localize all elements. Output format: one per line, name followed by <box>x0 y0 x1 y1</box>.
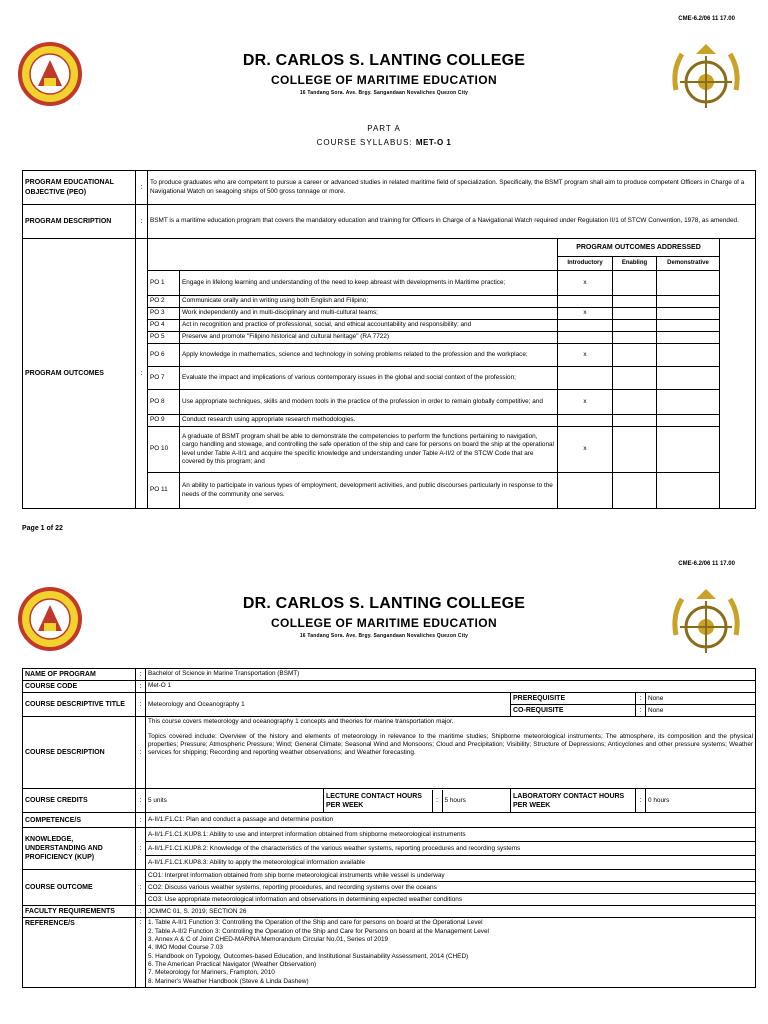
outcome-text: Evaluate the impact and implications of various contemporary issues in the global and social context of the profession; <box>180 367 558 390</box>
blank-cell <box>720 239 756 509</box>
outcome-text: Use appropriate techniques, skills and modern tools in the practice of the profession in order to remain globally competitive; and <box>180 390 558 415</box>
outcome-demonstrative-mark <box>657 271 720 296</box>
program-label: NAME OF PROGRAM <box>23 669 136 681</box>
outcome-demonstrative-mark <box>657 415 720 427</box>
outcome-enabling-mark <box>613 296 657 308</box>
col-introductory: Introductory <box>558 257 613 271</box>
outcome-demonstrative-mark <box>657 367 720 390</box>
outcome-demonstrative-mark <box>657 332 720 344</box>
lecture-hours-subtable <box>324 790 510 812</box>
prerequisite-value: None <box>646 693 756 705</box>
outcome-introductory-mark: x <box>558 427 613 473</box>
outcome-demonstrative-mark <box>657 344 720 367</box>
program-description-label: PROGRAM DESCRIPTION <box>23 205 136 239</box>
kup-label: KNOWLEDGE, UNDERSTANDING AND PROFICIENCY (KUP) <box>23 828 136 870</box>
outcome-text: Work independently and in multi-disciplinary and multi-cultural teams; <box>180 308 558 320</box>
kup-item: A-II/1.F1.C1.KUP8.1: Ability to use and interpret information obtained from shipborne meteorological instruments <box>146 828 756 842</box>
outcome-demonstrative-mark <box>657 296 720 308</box>
outcome-enabling-mark <box>613 390 657 415</box>
title-row <box>23 693 756 705</box>
course-outcome-item: CO3: Use appropriate meteorological information and observations in determining expected weather conditions <box>146 894 756 906</box>
colon: : <box>136 870 146 906</box>
lab-hours-label: LABORATORY CONTACT HOURS PER WEEK <box>511 789 636 813</box>
outcome-text: Preserve and promote "Filipino historical and cultural heritage" (RA 7722) <box>180 332 558 344</box>
reference-item: 1. Table A-II/1 Function 3: Controlling the Operation of the Ship and care for persons on board at the Operational Level <box>148 919 483 927</box>
col-demonstrative: Demonstrative <box>657 257 720 271</box>
col-enabling: Enabling <box>613 257 657 271</box>
colon: : <box>636 789 646 813</box>
outcome-code: PO 4 <box>148 320 180 332</box>
colon: : <box>136 918 146 988</box>
faculty-value: JCMMC 01, S. 2019; SECTION 26 <box>146 906 756 918</box>
program-description-row <box>23 205 756 239</box>
blank-cell <box>148 239 558 271</box>
outcome-code: PO 2 <box>148 296 180 308</box>
outcome-code: PO 11 <box>148 473 180 509</box>
outcome-enabling-mark <box>613 473 657 509</box>
colon: : <box>136 717 146 789</box>
faculty-label: FACULTY REQUIREMENTS <box>23 906 136 918</box>
competence-label: COMPETENCE/S <box>23 813 136 828</box>
kup-item: A-II/1.F1.C1.KUP8.2: Knowledge of the characteristics of the various weather systems, reporting procedures and recording systems <box>146 842 756 856</box>
college-address: 16 Tandang Sora. Ave. Brgy. Sangandaan Novaliches Quezon City <box>299 633 469 639</box>
references-label: REFERENCE/S <box>23 918 136 988</box>
lecture-hours-cell <box>324 789 511 813</box>
reference-item: 4. IMO Model Course 7.03 <box>148 944 223 952</box>
course-outcome-item: CO2: Discuss various weather systems, reporting procedures, and recording systems over the oceans <box>146 882 756 894</box>
course-title-value: Meteorology and Oceanography 1 <box>146 693 511 717</box>
outcome-introductory-mark <box>558 332 613 344</box>
reference-item: 5. Handbook on Typology, Outcomes-based Education, and Institutional Sustainability Assessment, 2014 (CHED) <box>148 952 469 960</box>
part-label: PART A <box>367 124 401 133</box>
outcome-enabling-mark <box>613 344 657 367</box>
outcome-introductory-mark: x <box>558 390 613 415</box>
department-name: COLLEGE OF MARITIME EDUCATION <box>270 616 498 630</box>
outcome-code: PO 8 <box>148 390 180 415</box>
outcome-code: PO 7 <box>148 367 180 390</box>
credits-row <box>23 789 756 813</box>
outcome-enabling-mark <box>613 415 657 427</box>
course-outcome-label: COURSE OUTCOME <box>23 870 136 906</box>
reference-item: 8. Mariner's Weather Handbook (Steve & Linda Dashew) <box>148 977 309 985</box>
course-description-text <box>146 717 756 789</box>
colon: : <box>136 669 146 681</box>
program-outcomes-table <box>22 170 756 509</box>
reference-item: 2. Table A-II/2 Function 3: Controlling the Operation of the Ship and Care for Persons on board at the Management Level <box>148 927 489 935</box>
course-outcome-item: CO1: Interpret information obtained from ship borne meteorological instruments while vessel is underway <box>146 870 756 882</box>
colon: : <box>136 828 146 870</box>
colon: : <box>136 681 146 693</box>
outcome-code: PO 3 <box>148 308 180 320</box>
reference-item: 6. The American Practical Navigator (Weather Observation) <box>148 961 317 969</box>
outcome-demonstrative-mark <box>657 427 720 473</box>
syllabus-page-2 <box>0 555 768 1024</box>
outcome-demonstrative-mark <box>657 473 720 509</box>
prerequisite-label: PREREQUISITE <box>511 693 636 705</box>
po-header-row <box>23 239 756 257</box>
outcome-text: Apply knowledge in mathematics, science and technology in solving problems related to the profession and the workplace; <box>180 344 558 367</box>
reference-item: 7. Meteorology for Mariners, Frampton, 2010 <box>148 969 275 977</box>
colon: : <box>432 790 442 812</box>
course-info-table <box>22 668 756 988</box>
document-code: CME-6.2/06 11 17.00 <box>678 561 735 567</box>
outcome-enabling-mark <box>613 308 657 320</box>
program-row <box>23 669 756 681</box>
outcome-enabling-mark <box>613 320 657 332</box>
course-description-topics: Topics covered include: Overview of the history and elements of meteorology in relevance to the maritime studies; Shipborne meteorological instruments; The atmosphere, its composition and the physical properties; Pressure; Atmospheric Pressure; Wind; General Climate; Seasonal Wind and Monsoons; Cloud and Precipitation; Visibility; Structure of Depressions; Anticyclones and other pressure systems; Weather services for shipping; Recording and reporting weather observations; and Weather forecasting. <box>148 732 754 757</box>
syllabus-title <box>0 138 768 147</box>
outcome-text: A graduate of BSMT program shall be able to demonstrate the competencies to perform the functions pertaining to navigation, cargo handling and stowage, and controlling the safe operation of the ship and care for persons on board the ship at the operational level under Table A-II/1 and acquire the specific knowledge and understanding under Table A-II/2 of the STCW Code that are covered by this program; and <box>180 427 558 473</box>
outcome-text: Act in recognition and practice of professional, social, and ethical accountability and responsibility; and <box>180 320 558 332</box>
colon: : <box>636 705 646 717</box>
references-row <box>23 918 756 988</box>
syllabus-code: MET-O 1 <box>415 138 452 147</box>
peo-row <box>23 171 756 205</box>
references-list <box>146 918 756 988</box>
syllabus-label: COURSE SYLLABUS: <box>316 138 413 147</box>
outcome-code: PO 6 <box>148 344 180 367</box>
faculty-row <box>23 906 756 918</box>
college-name: DR. CARLOS S. LANTING COLLEGE <box>242 52 526 69</box>
competence-value: A-II/1.F1.C1: Plan and conduct a passage and determine position <box>146 813 756 828</box>
outcome-enabling-mark <box>613 427 657 473</box>
outcome-text: Conduct research using appropriate research methodologies. <box>180 415 558 427</box>
colon: : <box>136 813 146 828</box>
department-name: COLLEGE OF MARITIME EDUCATION <box>270 73 498 87</box>
course-code-label: COURSE CODE <box>23 681 136 693</box>
lecture-hours-label: LECTURE CONTACT HOURS PER WEEK <box>324 790 432 812</box>
outcome-code: PO 9 <box>148 415 180 427</box>
colon: : <box>136 789 146 813</box>
outcome-text: An ability to participate in various types of employment, development activities, and public discourses particularly in response to the needs of the community one serves. <box>180 473 558 509</box>
course-description-intro: This course covers meteorology and oceanography 1 concepts and theories for marine transportation major. <box>148 718 454 726</box>
outcome-code: PO 5 <box>148 332 180 344</box>
peo-label: PROGRAM EDUCATIONAL OBJECTIVE (PEO) <box>23 171 136 205</box>
program-description-text: BSMT is a maritime education program that covers the mandatory education and training for Officers in Charge of a Navigational Watch required under Regulation II/1 of STCW Convention, 1978, as amended. <box>148 205 756 239</box>
po-addressed-header: PROGRAM OUTCOMES ADDRESSED <box>558 239 720 257</box>
competence-row <box>23 813 756 828</box>
kup-item: A-II/1.F1.C1.KUP8.3: Ability to apply the meteorological information available <box>146 856 756 870</box>
outcome-introductory-mark: x <box>558 308 613 320</box>
outcome-introductory-mark <box>558 320 613 332</box>
colon: : <box>136 906 146 918</box>
outcome-code: PO 10 <box>148 427 180 473</box>
peo-text: To produce graduates who are competent to pursue a career or advanced studies in related maritime field of specialization. Specifically, the BSMT program shall aim to produce competent Officers in Charge of a Navigational Watch on seagoing ships of 500 gross tonnage or more. <box>148 171 756 205</box>
reference-item: 3. Annex A & C of Joint CHED-MARINA Memorandum Circular No.01, Series of 2019 <box>148 936 389 944</box>
course-code-row <box>23 681 756 693</box>
outcome-demonstrative-mark <box>657 390 720 415</box>
outcome-demonstrative-mark <box>657 308 720 320</box>
course-code-value: Met-O 1 <box>146 681 756 693</box>
outcome-introductory-mark <box>558 367 613 390</box>
course-credits-label: COURSE CREDITS <box>23 789 136 813</box>
course-title-label: COURSE DESCRIPTIVE TITLE <box>23 693 136 717</box>
outcome-introductory-mark <box>558 415 613 427</box>
corequisite-label: CO-REQUISITE <box>511 705 636 717</box>
program-value: Bachelor of Science in Marine Transportation (BSMT) <box>146 669 756 681</box>
outcome-introductory-mark: x <box>558 344 613 367</box>
corequisite-value: None <box>646 705 756 717</box>
page-header <box>0 595 768 639</box>
colon: : <box>636 693 646 705</box>
outcome-introductory-mark <box>558 473 613 509</box>
college-address: 16 Tandang Sora. Ave. Brgy. Sangandaan Novaliches Quezon City <box>299 90 469 96</box>
outcome-enabling-mark <box>613 367 657 390</box>
page-header <box>0 52 768 96</box>
outcome-enabling-mark <box>613 332 657 344</box>
outcome-introductory-mark: x <box>558 271 613 296</box>
colon: : <box>136 205 148 239</box>
college-name: DR. CARLOS S. LANTING COLLEGE <box>242 595 526 612</box>
course-outcome-row <box>23 870 756 882</box>
program-outcomes-label: PROGRAM OUTCOMES <box>23 239 136 509</box>
course-description-label: COURSE DESCRIPTION <box>23 717 136 789</box>
outcome-introductory-mark <box>558 296 613 308</box>
colon: : <box>136 239 148 509</box>
outcome-code: PO 1 <box>148 271 180 296</box>
lab-hours-value: 0 hours <box>646 789 756 813</box>
outcome-text: Communicate orally and in writing using both English and Filipino; <box>180 296 558 308</box>
kup-row <box>23 828 756 842</box>
description-row <box>23 717 756 789</box>
colon: : <box>136 693 146 717</box>
outcome-enabling-mark <box>613 271 657 296</box>
outcome-demonstrative-mark <box>657 320 720 332</box>
course-credits-value: 5 units <box>146 789 324 813</box>
document-code: CME-6.2/06 11 17.00 <box>678 16 735 22</box>
outcome-text: Engage in lifelong learning and understanding of the need to keep abreast with developments in Maritime practice; <box>180 271 558 296</box>
page-number: Page 1 of 22 <box>22 525 63 532</box>
colon: : <box>136 171 148 205</box>
lecture-hours-value: 5 hours <box>444 796 466 804</box>
